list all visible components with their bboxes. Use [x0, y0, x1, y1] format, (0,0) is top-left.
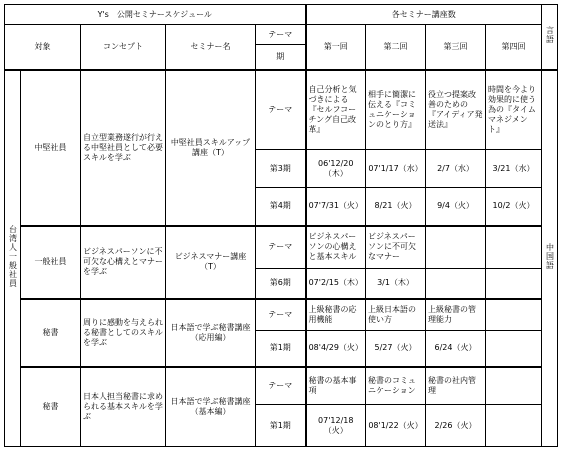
- theme-cell: 時間を今より効果的に使う為の『タイムマネジメント』: [486, 70, 542, 150]
- section-concept: 周りに感動を与えられる秘書としてのスキルを学ぶ: [81, 299, 166, 367]
- period-label: 第3期: [256, 150, 306, 188]
- seminar-name-header: セミナー名: [166, 25, 256, 70]
- period-label: 第4期: [256, 188, 306, 226]
- period-header: 期: [256, 45, 306, 70]
- theme-cell: 上級日本語の使い方: [366, 299, 426, 331]
- date-cell: 07'1/17（水）: [366, 150, 426, 188]
- section-target: 秘書: [21, 299, 81, 367]
- section-target: 中堅社員: [21, 70, 81, 226]
- date-cell: [486, 269, 542, 299]
- date-cell: 9/4（火）: [426, 188, 486, 226]
- theme-cell: [486, 226, 542, 269]
- theme-cell: 上級秘書の管理能力: [426, 299, 486, 331]
- round4-header: 第四回: [486, 25, 542, 70]
- period-label: 第1期: [256, 405, 306, 447]
- period-label: 第1期: [256, 331, 306, 367]
- date-cell: [486, 405, 542, 447]
- concept-header: コンセプト: [81, 25, 166, 70]
- theme-label: テーマ: [256, 367, 306, 405]
- date-cell: 2/7（水）: [426, 150, 486, 188]
- date-cell: 08'4/29（火）: [306, 331, 366, 367]
- schedule-title: Y's 公開セミナースケジュール: [5, 5, 306, 25]
- theme-label: テーマ: [256, 70, 306, 150]
- date-cell: 2/26（火）: [426, 405, 486, 447]
- seminar-name: 日本語で学ぶ秘書講座（応用編）: [166, 299, 256, 367]
- language-value: 中国語: [542, 70, 558, 447]
- theme-label: テーマ: [256, 299, 306, 331]
- target-header: 対象: [5, 25, 81, 70]
- section-target: 秘書: [21, 367, 81, 447]
- period-label: 第6期: [256, 269, 306, 299]
- date-cell: 07'12/18（火）: [306, 405, 366, 447]
- date-cell: 10/2（火）: [486, 188, 542, 226]
- theme-cell: 秘書の基本事項: [306, 367, 366, 405]
- seminar-count-header: 各セミナー講座数: [306, 5, 542, 25]
- date-cell: 8/21（火）: [366, 188, 426, 226]
- date-cell: 06'12/20（木）: [306, 150, 366, 188]
- theme-cell: 秘書のコミュニケーション: [366, 367, 426, 405]
- theme-cell: 役立つ提案改善のための『アイディア発送法』: [426, 70, 486, 150]
- section-concept: ビジネスパーソンに不可欠な心構えとマナーを学ぶ: [81, 226, 166, 299]
- date-cell: 07'7/31（火）: [306, 188, 366, 226]
- theme-cell: [486, 367, 542, 405]
- language-header: 言語: [542, 5, 558, 70]
- theme-cell: ビジネスパーソンに不可欠なマナー: [366, 226, 426, 269]
- date-cell: [426, 269, 486, 299]
- section-concept: 自立型業務遂行が行える中堅社員として必要スキルを学ぶ: [81, 70, 166, 226]
- seminar-schedule-table: [4, 4, 558, 447]
- date-cell: [486, 331, 542, 367]
- theme-cell: [486, 299, 542, 331]
- theme-cell: 相手に簡潔に伝える『コミュニケーションのとり方』: [366, 70, 426, 150]
- theme-cell: ビジネスパーソンの心構えと基本スキル: [306, 226, 366, 269]
- date-cell: 08'1/22（火）: [366, 405, 426, 447]
- theme-header: テーマ: [256, 25, 306, 45]
- date-cell: 5/27（火）: [366, 331, 426, 367]
- round1-header: 第一回: [306, 25, 366, 70]
- theme-cell: 上級秘書の応用機能: [306, 299, 366, 331]
- date-cell: 6/24（火）: [426, 331, 486, 367]
- section-target: 一般社員: [21, 226, 81, 299]
- seminar-name: ビジネスマナー講座（T）: [166, 226, 256, 299]
- theme-cell: 秘書の社内管理: [426, 367, 486, 405]
- round2-header: 第二回: [366, 25, 426, 70]
- section-concept: 日本人担当秘書に求められる基本スキルを学ぶ: [81, 367, 166, 447]
- seminar-name: 中堅社員スキルアップ講座（T）: [166, 70, 256, 226]
- theme-cell: [426, 226, 486, 269]
- group-label: 台湾人一般社員: [5, 70, 21, 447]
- round3-header: 第三回: [426, 25, 486, 70]
- seminar-name: 日本語で学ぶ秘書講座（基本編）: [166, 367, 256, 447]
- theme-cell: 自己分析と気づきによる『セルフコーチング自己改革』: [306, 70, 366, 150]
- date-cell: 3/1（木）: [366, 269, 426, 299]
- theme-label: テーマ: [256, 226, 306, 269]
- date-cell: 3/21（水）: [486, 150, 542, 188]
- date-cell: 07'2/15（木）: [306, 269, 366, 299]
